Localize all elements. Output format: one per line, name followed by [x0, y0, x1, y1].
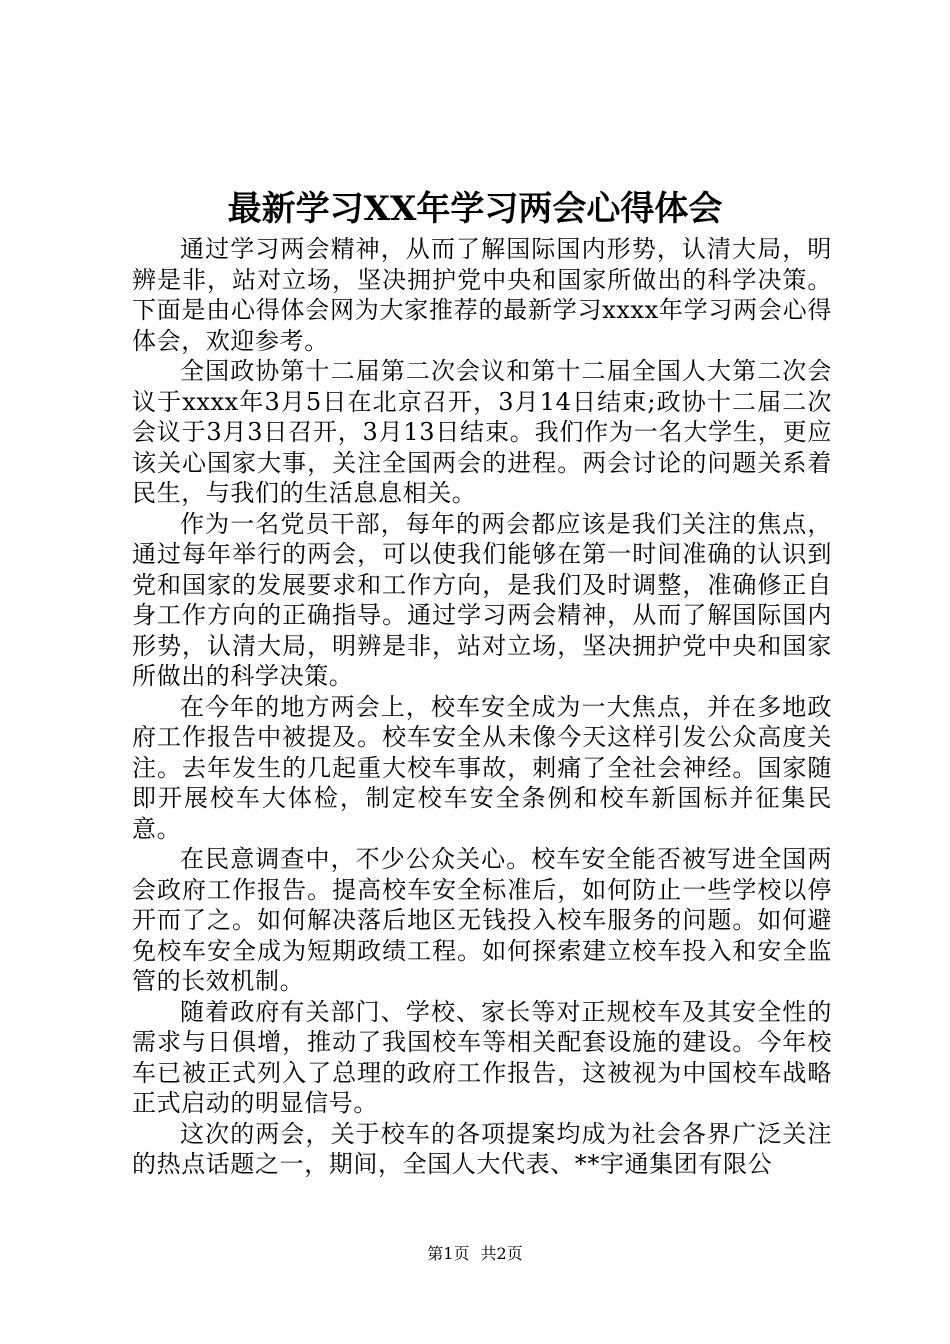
document-body [132, 234, 832, 1180]
paragraph: 全国政协第十二届第二次会议和第十二届全国人大第二次会议于xxxx年3月5日在北京召开，3月14日结束;政协十二届二次会议于3月3日召开，3月13日结束。我们作为一名大学生，更应该关心国家大事，关注全国两会的进程。两会讨论的问题关系着民生，与我们的生活息息相关。 [132, 357, 832, 507]
document-title: 最新学习XX年学习两会心得体会 [227, 189, 723, 229]
page-number: 第1页 [427, 1244, 470, 1263]
paragraph: 随着政府有关部门、学校、家长等对正规校车及其安全性的需求与日俱增，推动了我国校车等相关配套设施的建设。今年校车已被正式列入了总理的政府工作报告，这被视为中国校车战略正式启动的明显信号。 [132, 997, 832, 1117]
page-total: 共2页 [480, 1244, 523, 1263]
paragraph: 在民意调查中，不少公众关心。校车安全能否被写进全国两会政府工作报告。提高校车安全标准后，如何防止一些学校以停开而了之。如何解决落后地区无钱投入校车服务的问题。如何避免校车安全成为短期政绩工程。如何探索建立校车投入和安全监管的长效机制。 [132, 845, 832, 995]
paragraph: 通过学习两会精神，从而了解国际国内形势，认清大局，明辨是非，站对立场，坚决拥护党中央和国家所做出的科学决策。下面是由心得体会网为大家推荐的最新学习xxxx年学习两会心得体会，欢迎参考。 [132, 235, 832, 355]
paragraph: 这次的两会，关于校车的各项提案均成为社会各界广泛关注的热点话题之一，期间，全国人大代表、**宇通集团有限公 [132, 1119, 832, 1178]
page-footer [0, 1242, 950, 1266]
paragraph: 作为一名党员干部，每年的两会都应该是我们关注的焦点，通过每年举行的两会，可以使我们能够在第一时间准确的认识到党和国家的发展要求和工作方向，是我们及时调整，准确修正自身工作方向的正确指导。通过学习两会精神，从而了解国际国内形势，认清大局，明辨是非，站对立场，坚决拥护党中央和国家所做出的科学决策。 [132, 509, 832, 690]
paragraph: 在今年的地方两会上，校车安全成为一大焦点，并在多地政府工作报告中被提及。校车安全从未像今天这样引发公众高度关注。去年发生的几起重大校车事故，刺痛了全社会神经。国家随即开展校车大体检，制定校车安全条例和校车新国标并征集民意。 [132, 692, 832, 843]
